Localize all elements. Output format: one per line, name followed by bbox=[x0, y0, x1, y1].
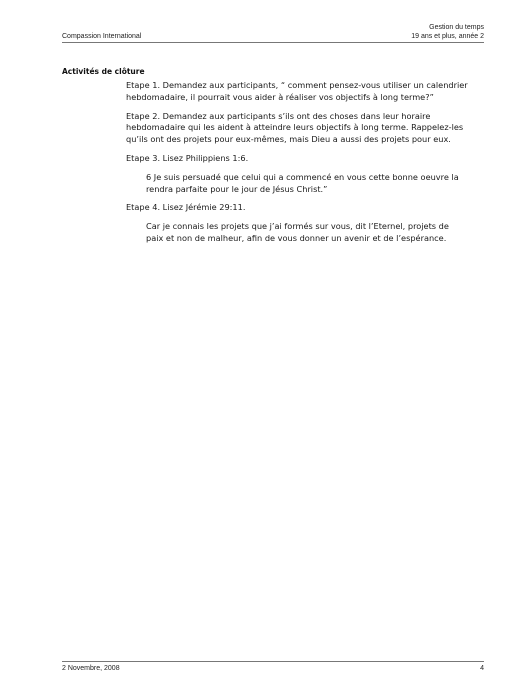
section-title: Activités de clôture bbox=[62, 67, 145, 76]
header-document-title bbox=[411, 24, 484, 41]
scripture-quote-jeremiah: Car je connais les projets que j’ai formés sur vous, dit l’Eternel, projets de paix et non de malheur, afin de vous donner un avenir et de l’espérance. bbox=[146, 221, 449, 243]
step-2-paragraph: Etape 2. Demandez aux participants s’ils ont des choses dans leur horaire hebdomadaire qui les aident à atteindre leurs objectifs à long terme. Rappelez-les qu’ils ont des projets pour eux-mêmes, mais Dieu a aussi des projets pour eux. bbox=[126, 110, 464, 145]
footer-date: 2 Novembre, 2008 bbox=[62, 665, 120, 672]
scripture-quote-philippians: 6 Je suis persuadé que celui qui a commencé en vous cette bonne oeuvre la rendra parfaite pour le jour de Jésus Christ.” bbox=[146, 171, 459, 194]
step-4-paragraph: Etape 4. Lisez Jérémie 29:11. bbox=[126, 202, 246, 213]
header-title-line-1: Gestion du temps bbox=[429, 24, 484, 31]
page-number: 4 bbox=[480, 665, 484, 672]
header-title-line-2: 19 ans et plus, année 2 bbox=[411, 32, 484, 40]
page-content bbox=[126, 80, 478, 252]
header-organization: Compassion International bbox=[62, 33, 142, 40]
footer-divider bbox=[62, 661, 484, 662]
header-divider bbox=[62, 42, 484, 43]
step-1-paragraph: Etape 1. Demandez aux participants, “ comment pensez-vous utiliser un calendrier hebdomadaire, il pourrait vous aider à réaliser vos objectifs à long terme?” bbox=[126, 80, 468, 102]
step-3-paragraph: Etape 3. Lisez Philippiens 1:6. bbox=[126, 152, 249, 163]
